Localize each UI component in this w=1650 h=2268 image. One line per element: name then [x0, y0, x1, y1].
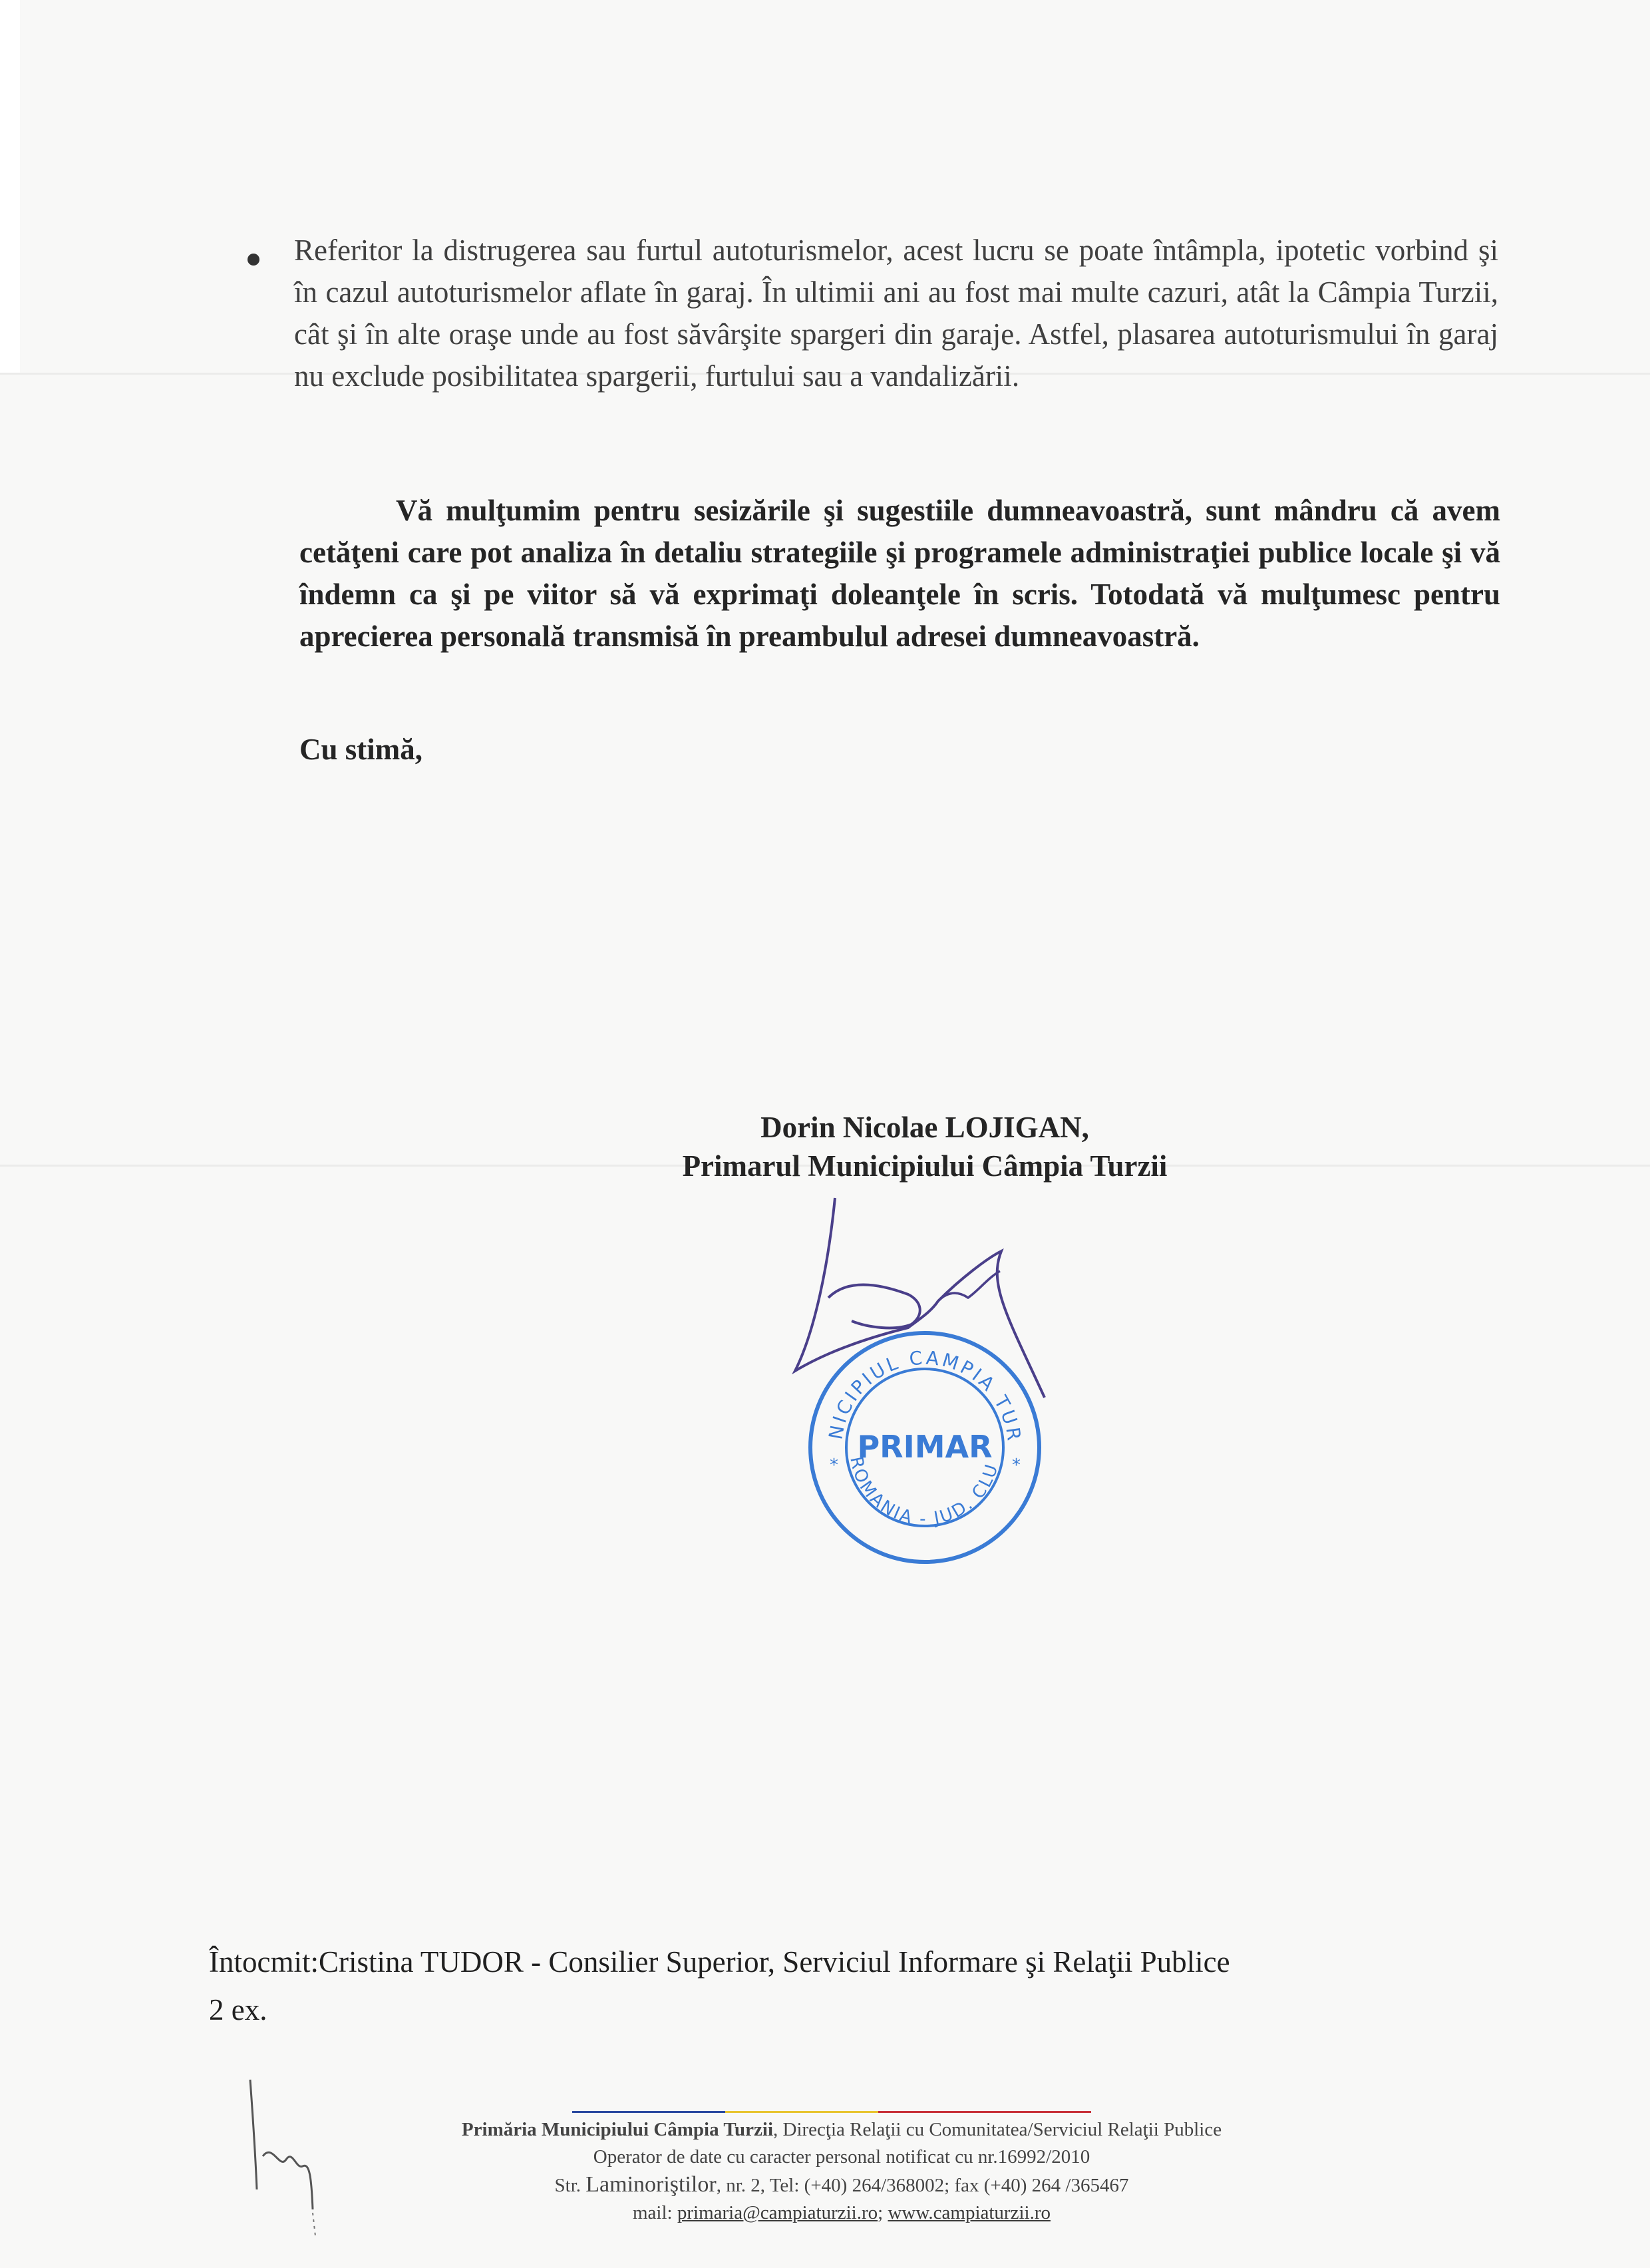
svg-text:*: *	[1012, 1455, 1021, 1475]
footer-line-1	[359, 2116, 1324, 2144]
bullet-paragraph: Referitor la distrugerea sau furtul autoturismelor, acest lucru se poate întâmpla, ipotetic vorbind şi în cazul autoturismelor aflate în garaj. În ultimii ani au fost mai multe cazuri, atât la Câmpia Turzii, cât şi în alte oraşe unde au fost săvârşite spargeri din garaje. Astfel, plasarea autoturismului în garaj nu exclude posibilitatea spargerii, furtului sau a vandalizării.	[294, 234, 1498, 393]
footer-street: Laminoriştilor	[585, 2172, 717, 2197]
scan-edge	[0, 0, 20, 373]
copies-count: 2 ex.	[209, 1993, 267, 2026]
closing-salutation: Cu stimă,	[299, 733, 423, 766]
letterhead-footer	[359, 2116, 1324, 2227]
stamp-seal-icon	[802, 1324, 1048, 1571]
footer-address-rest: , nr. 2, Tel: (+40) 264/368002; fax (+40) 264 /365467	[716, 2175, 1129, 2196]
bullet-icon	[248, 254, 259, 266]
footer-separator: ;	[878, 2202, 888, 2223]
prepared-by: Întocmit:Cristina TUDOR - Consilier Superior, Serviciul Informare şi Relaţii Publice	[209, 1945, 1230, 1979]
svg-text:*: *	[830, 1455, 838, 1475]
footer-website-link[interactable]: www.campiaturzii.ro	[888, 2202, 1051, 2223]
footer-address	[359, 2171, 1324, 2199]
footer-divider	[572, 2111, 1091, 2114]
footer-dept: , Direcţia Relaţii cu Comunitatea/Serviciul Relaţii Publice	[773, 2119, 1222, 2140]
initials-mark	[246, 2076, 326, 2236]
signer-title: Primarul Municipiului Câmpia Turzii	[682, 1149, 1168, 1183]
svg-text:MUNICIPIUL CAMPIA TURZII: NICIPIUL CAMPIA TUR	[824, 1346, 1026, 1445]
official-stamp	[802, 1324, 1048, 1571]
footer-email-link[interactable]: primaria@campiaturzii.ro	[677, 2202, 878, 2223]
thanks-paragraph: Vă mulţumim pentru sesizările şi sugestiile dumneavoastră, sunt mândru că avem cetăţeni care pot analiza în detaliu strategiile şi programele administraţiei publice locale şi vă îndemn ca şi pe viitor să vă exprimaţi doleanţele în scris. Totodată vă mulţumesc pentru aprecierea personală transmisă în preambulul adresei dumneavoastră.	[299, 494, 1500, 653]
footer-contact	[359, 2199, 1324, 2227]
footer-org: Primăria Municipiului Câmpia Turzii	[461, 2119, 773, 2140]
footer-str-prefix: Str.	[554, 2175, 586, 2196]
svg-text:ROMANIA - JUD. CLUJ: ROMANIA - JUD. CLU	[846, 1455, 1003, 1530]
signer-name: Dorin Nicolae LOJIGAN,	[760, 1111, 1089, 1144]
footer-mail-label: mail:	[633, 2202, 677, 2223]
svg-text:PRIMAR: PRIMAR	[857, 1429, 993, 1465]
footer-operator: Operator de date cu caracter personal notificat cu nr.16992/2010	[593, 2146, 1090, 2168]
